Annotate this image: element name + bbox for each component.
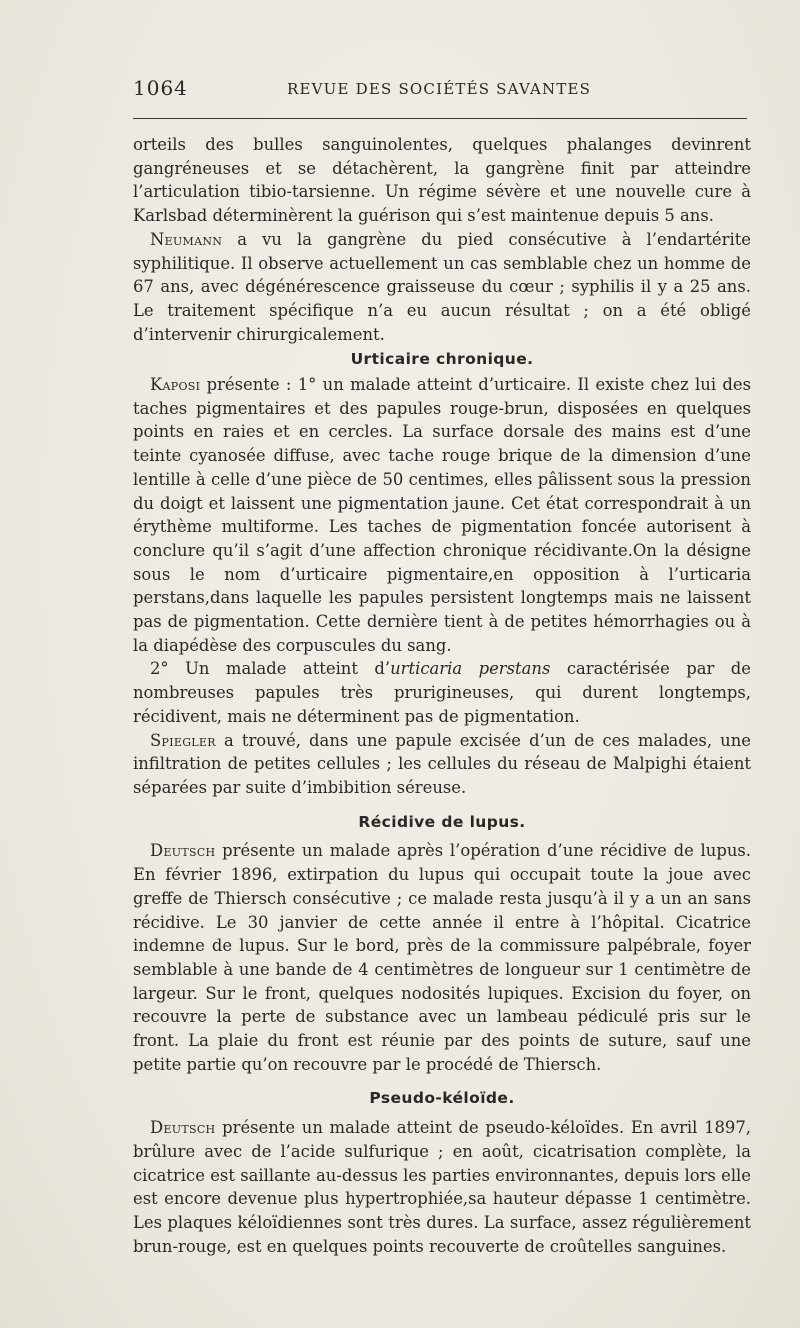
paragraph-gangrene-continuation bbox=[133, 133, 751, 228]
paragraph-text: caractérisée par de nombreuses papules très prurigineuses, qui durent longtemps, récidivent, mais ne déterminent pas de pigmentation. bbox=[133, 659, 751, 726]
paragraph-text: présente un malade atteint de pseudo-kéloïdes. En avril 1897, brûlure avec de l’acide sulfurique ; en août, cicatrisation complète, la cicatrice est saillante au-dessus les parties environnantes, depuis lors elle est encore devenue plus hypertrophiée,sa hauteur dépasse 1 centimètre. Les plaques kéloïdiennes sont très dures. La surface, assez régulièrement brun-rouge, est en quelques points recouverte de croûtelles sanguines. bbox=[133, 1118, 751, 1256]
author-name: Spiegler bbox=[150, 730, 216, 750]
paragraph-text: a vu la gangrène du pied consécutive à l’endartérite syphilitique. Il observe actuellement un cas semblable chez un homme de 67 ans, avec dégénérescence graisseuse du cœur ; syphilis il y a 25 ans. Le traitement spécifique n’a eu aucun résultat ; on a été obligé d’intervenir chirurgicalement. bbox=[133, 229, 751, 344]
paragraph-text: présente : 1° un malade atteint d’urticaire. Il existe chez lui des taches pigmentaires et des papules rouge-brun, disposées en quelques points en raies et en cercles. La surface dorsale des mains est d’une teinte cyanosée diffuse, avec tache rouge brique de la dimension d’une lentille à celle d’une pièce de 50 centimes, elles pâlissent sous la pression du doigt et laissent une pigmentation jaune. Cet état correspondrait à un érythème multiforme. Les taches de pigmentation foncée autorisent à conclure qu’il s’agit d’une affection chronique récidivante.On la désigne sous le nom d’urticaire pigmentaire,en opposition à l’urticaria perstans,dans laquelle les papules persistent longtemps mais ne laissent pas de pigmentation. Cette dernière tient à de petites hémorrhagies ou à la diapédèse des corpuscules du sang. bbox=[133, 375, 751, 655]
paragraph-text: présente un malade après l’opération d’une récidive de lupus. En février 1896, extirpation du lupus qui occupait toute la joue avec greffe de Thiersch consécutive ; ce malade resta jusqu’à il y a un an sans récidive. Le 30 janvier de cette année il entre à l’hôpital. Cicatrice indemne de lupus. Sur le bord, près de la commissure palpébrale, foyer semblable à une bande de 4 centimètres de longueur sur 1 centimètre de largeur. Sur le front, quelques nodosités lupiques. Excision du foyer, on recouvre la perte de substance avec un lambeau pédiculé pris sur le front. La plaie du front est réunie par des points de suture, sauf une petite partie qu’on recouvre par le procédé de Thiersch. bbox=[133, 841, 751, 1074]
page-body bbox=[133, 133, 751, 1258]
paragraph-text: 2° Un malade atteint d’ bbox=[150, 659, 391, 679]
paragraph-text: orteils des bulles sanguinolentes, quelques phalanges devinrent gangréneuses et se détachèrent, la gangrène finit par atteindre l’articulation tibio-tarsienne. Un régime sévère et une nouvelle cure à Karlsbad déterminèrent la guérison qui s’est maintenue depuis 5 ans. bbox=[133, 135, 751, 226]
paragraph-deutsch-lupus bbox=[133, 839, 751, 1076]
section-heading-lupus: Récidive de lupus. bbox=[358, 812, 526, 831]
italic-term: urticaria perstans bbox=[390, 659, 551, 679]
section-heading-urticaire: Urticaire chronique. bbox=[350, 350, 534, 369]
author-name: Neumann bbox=[150, 229, 223, 249]
page-header bbox=[133, 76, 748, 102]
header-rule bbox=[133, 118, 747, 119]
paragraph-neumann bbox=[133, 228, 751, 347]
paragraph-deutsch-keloide bbox=[133, 1116, 751, 1258]
author-name: Deutsch bbox=[150, 1118, 216, 1138]
paragraph-kaposi bbox=[133, 373, 751, 657]
paragraph-urticaria-perstans bbox=[133, 657, 751, 728]
author-name: Deutsch bbox=[150, 841, 216, 861]
page-number: 1064 bbox=[133, 76, 188, 100]
paragraph-spiegler bbox=[133, 729, 751, 800]
section-heading-pseudo-keloide: Pseudo-kéloïde. bbox=[369, 1089, 515, 1108]
author-name: Kaposi bbox=[150, 375, 201, 395]
running-title: REVUE DES SOCIÉTÉS SAVANTES bbox=[287, 80, 592, 98]
paragraph-text: a trouvé, dans une papule excisée d’un de ces malades, une infiltration de petites cellules ; les cellules du réseau de Malpighi étaient séparées par suite d’imbibition séreuse. bbox=[133, 730, 751, 797]
